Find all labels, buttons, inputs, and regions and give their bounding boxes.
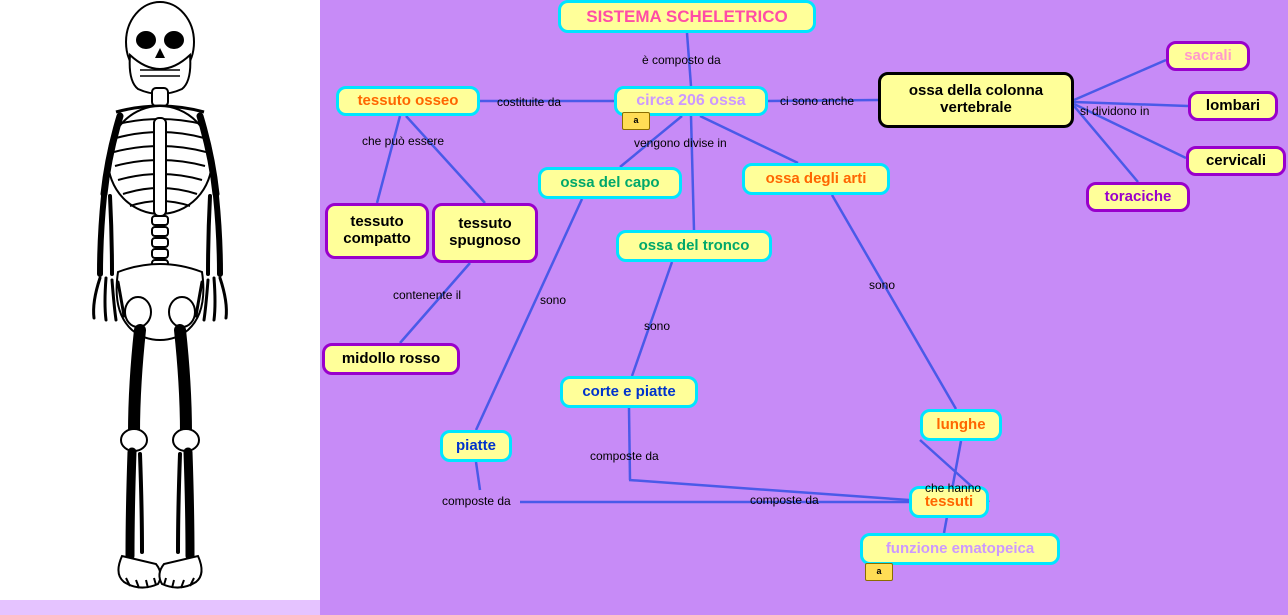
edge-label-composte-da-corte: composte da [590, 449, 659, 463]
node-tessuto-osseo[interactable]: tessuto osseo [336, 86, 480, 116]
edge-label-si-dividono-in: si divid​ono in [1080, 104, 1150, 118]
concept-map-canvas[interactable] [320, 0, 1288, 615]
skeleton-panel [0, 0, 320, 600]
left-panel-bottom-strip [0, 600, 320, 615]
edge-label-contenente-il: contenente il [393, 288, 462, 302]
node-ossa-del-tronco[interactable]: ossa del tronco [616, 230, 772, 262]
node-tessuto-compatto[interactable]: tessuto compatto [325, 203, 429, 259]
edge-label-ci-sono-anche: ci sono anche [780, 94, 855, 108]
node-piatte[interactable]: piatte [440, 430, 512, 462]
node-lunghe[interactable]: lunghe [920, 409, 1002, 441]
note-annotation-icon[interactable]: a [865, 563, 893, 581]
node-tessuti[interactable]: tessuti [909, 486, 989, 518]
edge-label-che-puo-essere: che può essere [362, 134, 445, 148]
edge-label-e-composto-da: è composto da [642, 53, 721, 67]
node-funzione-ematopeica[interactable]: funzione ematopeica [860, 533, 1060, 565]
node-ossa-della-colonna-vertebrale[interactable]: ossa della colonna vertebrale [878, 72, 1074, 128]
node-cervicali[interactable]: cervicali [1186, 146, 1286, 176]
node-tessuto-spugnoso[interactable]: tessuto spugnoso [432, 203, 538, 263]
node-sistema-scheletrico[interactable]: SISTEMA SCHELETRICO [558, 0, 816, 33]
node-corte-e-piatte[interactable]: corte e piatte [560, 376, 698, 408]
edge-label-costituite-da: costituite da [497, 95, 562, 109]
edge-label-sono-tronco: sono [644, 319, 671, 333]
edge-label-sono-capo: sono [540, 293, 567, 307]
edge-label-vengono-divise-in: vengono divise in [634, 136, 727, 150]
node-toraciche[interactable]: toraciche [1086, 182, 1190, 212]
edge-label-sono-arti: sono [869, 278, 896, 292]
node-circa-206-ossa[interactable]: circa 206 ossa [614, 86, 768, 116]
edge-label-che-hanno: che hanno [925, 481, 982, 495]
node-midollo-rosso[interactable]: midollo rosso [322, 343, 460, 375]
node-sacrali[interactable]: sacrali [1166, 41, 1250, 71]
human-skeleton-diagram [60, 0, 260, 605]
note-annotation-icon[interactable]: a [622, 112, 650, 130]
edge-label-composte-da-piatte: composte da [442, 494, 511, 508]
node-ossa-degli-arti[interactable]: ossa degli arti [742, 163, 890, 195]
node-lombari[interactable]: lombari [1188, 91, 1278, 121]
node-ossa-del-capo[interactable]: ossa del capo [538, 167, 682, 199]
edge-label-composte-da-lunghe: composte da [750, 493, 819, 507]
